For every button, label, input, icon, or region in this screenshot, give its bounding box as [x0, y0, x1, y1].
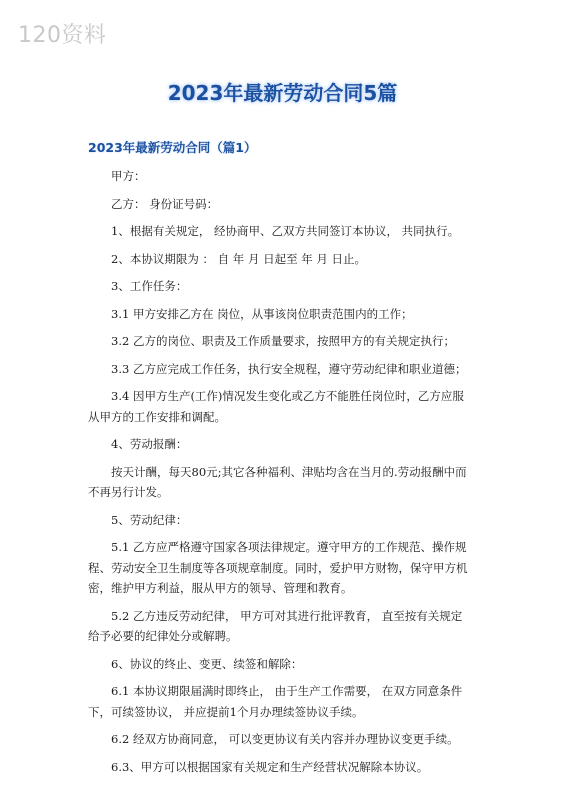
document-title: 2023年最新劳动合同5篇 — [167, 81, 398, 105]
paragraph-clause-5-2: 5.2 乙方违反劳动纪律， 甲方可对其进行批评教育， 直至按有关规定给予必要的纪律处分或解聘。 — [88, 608, 463, 643]
paragraph-clause-2: 2、本协议期限为 ： 自 年 月 日起至 年 月 日止。 — [111, 251, 367, 266]
paragraph-clause-6-2: 6.2 经双方协商同意， 可以变更协议有关内容并办理协议变更手续。 — [111, 732, 459, 746]
paragraph-clause-3-3: 3.3 乙方应完成工作任务，执行安全规程，遵守劳动纪律和职业道德； — [111, 361, 467, 376]
contract-body — [88, 166, 473, 784]
watermark: 120资料 — [18, 23, 107, 48]
paragraph-clause-6-1: 6.1 本协议期限届满时即终止， 由于生产工作需要， 在双方同意条件下，可续签协议， 并应提前1个月办理续签协议手续。 — [88, 684, 463, 719]
paragraph-clause-4-heading: 4、劳动报酬： — [111, 437, 188, 451]
paragraph-party-a: 甲方： — [111, 169, 146, 183]
paragraph-clause-3-1: 3.1 甲方安排乙方在 岗位，从事该岗位职责范围内的工作； — [111, 306, 413, 321]
paragraph-clause-6-heading: 6、协议的终止、变更、续签和解除： — [111, 656, 303, 671]
paragraph-clause-1: 1、根据有关规定， 经协商甲、乙双方共同签订本协议， 共同执行。 — [111, 224, 460, 238]
paragraph-clause-6-3: 6.3、甲方可以根据国家有关规定和生产经营状况解除本协议。 — [111, 759, 429, 774]
paragraph-clause-3-heading: 3、工作任务： — [111, 279, 188, 293]
paragraph-clause-5-heading: 5、劳动纪律： — [111, 512, 188, 527]
paragraph-clause-4-body: 按天计酬，每天80元;其它各种福利、津贴均含在当月的.劳动报酬中而不再另行计发。 — [88, 464, 467, 499]
section-title: 2023年最新劳动合同（篇1） — [88, 140, 257, 155]
paragraph-clause-3-4: 3.4 因甲方生产(工作)情况发生变化或乙方不能胜任岗位时，乙方应服从甲方的工作安排和调配。 — [88, 389, 464, 424]
paragraph-party-b: 乙方： 身份证号码： — [111, 196, 219, 211]
paragraph-clause-3-2: 3.2 乙方的岗位、职责及工作质量要求，按照甲方的有关规定执行； — [111, 334, 455, 348]
paragraph-clause-5-1: 5.1 乙方应严格遵守国家各项法律规定。遵守甲方的工作规范、操作规程、劳动安全卫生制度等各项规章制度。同时，爱护甲方财物，保守甲方机密，维护甲方利益，服从甲方的领导、管理和教育。 — [88, 540, 468, 595]
